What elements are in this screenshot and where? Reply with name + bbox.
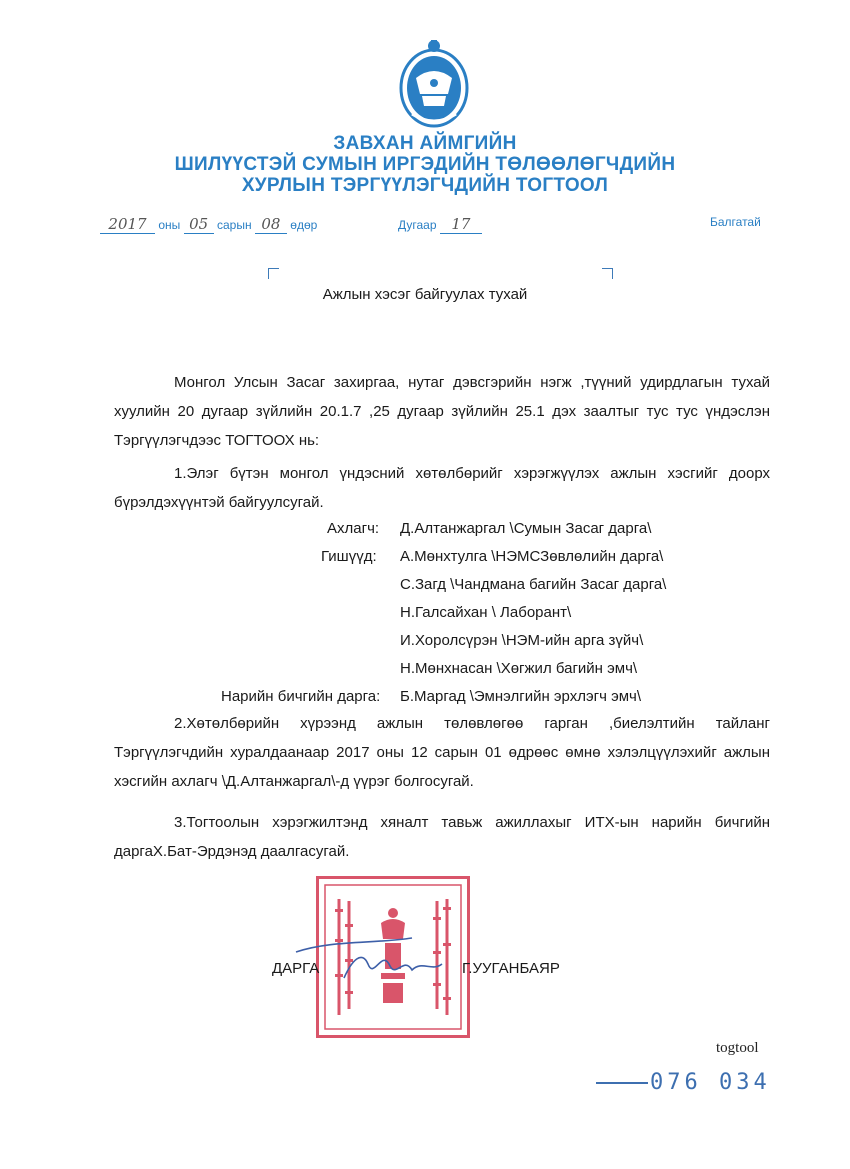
date-year-label: оны — [158, 218, 181, 232]
place: Балгатай — [710, 215, 761, 229]
date-line — [100, 215, 317, 234]
header-line-1: ЗАВХАН АЙМГИЙН — [333, 133, 517, 154]
member-4: И.Хоролсүрэн \НЭМ-ийн арга зүйч\ — [400, 632, 644, 649]
signature-title: ДАРГА — [272, 960, 320, 977]
member-5: Н.Мөнхнасан \Хөгжил багийн эмч\ — [400, 660, 638, 677]
members-label: Гишүүд: — [321, 548, 377, 565]
item-3: 3.Тогтоолын хэрэгжилтэнд хяналт тавьж ажиллахыг ИТХ-ын нарийн бичгийн даргаХ.Бат-Эрдэнэд даалгасугай. — [114, 814, 770, 860]
secretary-name: Б.Маргад \Эмнэлгийн эрхлэгч эмч\ — [400, 688, 642, 705]
number-line — [398, 215, 482, 234]
signature-name: Г.УУГАНБАЯР — [462, 960, 560, 977]
header-line-2: ШИЛҮҮСТЭЙ СУМЫН ИРГЭДИЙН ТӨЛӨӨЛӨГЧДИЙН — [174, 154, 676, 175]
item-1: 1.Элэг бүтэн монгол үндэсний хөтөлбөрийг хэрэгжүүлэх ажлын хэсгийг доорх бүрэлдэхүүнтэй байгуулсугай. — [114, 465, 770, 511]
date-day: 08 — [255, 215, 287, 234]
registration-number: 076 034 — [650, 1070, 771, 1095]
date-year: 2017 — [100, 215, 155, 234]
leader-name: Д.Алтанжаргал \Сумын Засаг дарга\ — [400, 520, 652, 537]
date-day-label: өдөр — [290, 218, 318, 232]
number-label: Дугаар — [398, 218, 437, 232]
bracket-left — [268, 268, 279, 279]
preamble: Монгол Улсын Засаг захиргаа, нутаг дэвсгэрийн нэгж ,түүний удирдлагын тухай хуулийн 20 дугаар зүйлийн 20.1.7 ,25 дугаар зүйлийн 25.1 дэх заалтыг тус тус үндэслэн Тэргүүлэгчдээс ТОГТООХ нь: — [114, 374, 770, 449]
date-month: 05 — [184, 215, 214, 234]
item-2: 2.Хөтөлбөрийн хүрээнд ажлын төлөвлөгөө гарган ,биелэлтийн тайланг Тэргүүлэгчдийн хуралдаанаар 2017 оны 12 сарын 01 өдрөөс өмнө хэлэлцүүлэхийг ажлын хэсгийн ахлагч \Д.Алтанжаргал\-д үүрэг болгосугай. — [114, 715, 770, 790]
registration-underline — [596, 1082, 648, 1084]
header-line-3: ХУРЛЫН ТЭРГҮҮЛЭГЧДИЙН ТОГТООЛ — [241, 175, 609, 196]
footer-label: togtool — [716, 1040, 759, 1056]
document-subject: Ажлын хэсэг байгуулах тухай — [322, 286, 528, 303]
member-2: С.Загд \Чандмана багийн Засаг дарга\ — [400, 576, 667, 593]
secretary-label: Нарийн бичгийн дарга: — [221, 688, 381, 705]
member-3: Н.Галсайхан \ Лаборант\ — [400, 604, 572, 621]
state-emblem-icon — [398, 36, 470, 132]
date-month-label: сарын — [216, 218, 252, 232]
number-value: 17 — [440, 215, 482, 234]
leader-label: Ахлагч: — [327, 520, 380, 537]
bracket-right — [602, 268, 613, 279]
member-1: А.Мөнхтулга \НЭМСЗөвлөлийн дарга\ — [400, 548, 664, 565]
